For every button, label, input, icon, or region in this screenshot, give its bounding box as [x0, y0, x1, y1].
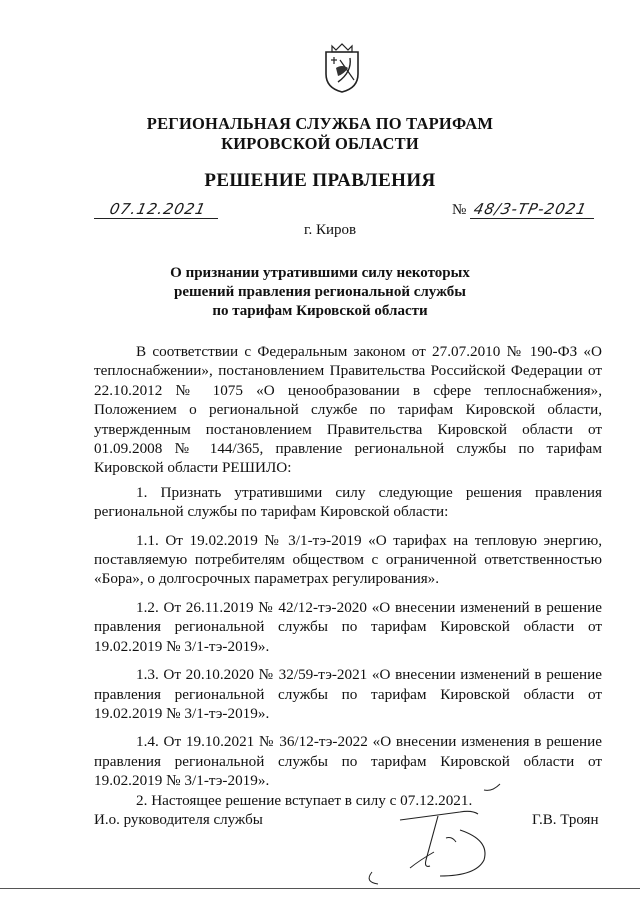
subject-line3: по тарифам Кировской области [212, 303, 428, 319]
item-2: 2. Настоящее решение вступает в силу с 07.12.2021. [136, 791, 473, 809]
document-title: РЕШЕНИЕ ПРАВЛЕНИЯ [204, 170, 436, 191]
document-date: 07.12.2021 [108, 200, 208, 218]
item-1-1: 1.1. От 19.02.2019 № 3/1-тэ-2019 «О тарифах на тепловую энергию, поставляемую потребителям обществом с ограниченной ответственностью «Бора», о долгосрочных параметрах регулирования». [94, 531, 602, 588]
item-1: 1. Признать утратившими силу следующие решения правления региональной службы по тарифам Кировской области: [94, 483, 602, 521]
organization-name-line1: РЕГИОНАЛЬНАЯ СЛУЖБА ПО ТАРИФАМ [146, 114, 494, 133]
city: г. Киров [304, 222, 357, 238]
number-label: № [452, 202, 467, 218]
document-subject [0, 264, 640, 321]
signature-icon [360, 790, 510, 890]
document-body [94, 342, 602, 810]
item-1-3: 1.3. От 20.10.2020 № 32/59-тэ-2021 «О внесении изменений в решение правления региональной службы по тарифам Кировской области от 19.02.2019 № 3/1-тэ-2019». [94, 666, 602, 722]
page-bottom-rule [0, 888, 640, 889]
item-1-4: 1.4. От 19.10.2021 № 36/12-тэ-2022 «О внесении изменения в решение правления региональной службы по тарифам Кировской области от 19.02.2019 № 3/1-тэ-2019». [94, 733, 602, 790]
signatory-position: И.о. руководителя службы [94, 812, 263, 828]
organization-name-line2: КИРОВСКОЙ ОБЛАСТИ [221, 134, 419, 153]
coat-of-arms-icon [322, 38, 362, 94]
preamble-paragraph: В соответствии с Федеральным законом от 27.07.2010 № 190-ФЗ «О теплоснабжении», постановлением Правительства Российской Федерации от 22.10.2012 № 1075 «О ценообразовании в сфере теплоснабжения», Положением о региональной службе по тарифам Кировской области, утвержденным постановлением Правительства Кировской области от 01.09.2008 № 144/365, правление региональной службы по тарифам Кировской области РЕШИЛО: [94, 343, 602, 477]
subject-line1: О признании утратившими силу некоторых [170, 265, 470, 281]
number-underline [470, 218, 594, 219]
signatory-name: Г.В. Троян [532, 812, 599, 828]
document-number: 48/3-ТР-2021 [472, 200, 589, 218]
subject-line2: решений правления региональной службы [174, 284, 466, 300]
date-underline [94, 218, 218, 219]
item-1-2: 1.2. От 26.11.2019 № 42/12-тэ-2020 «О внесении изменений в решение правления региональной службы по тарифам Кировской области от 19.02.2019 № 3/1-тэ-2019». [94, 598, 602, 655]
